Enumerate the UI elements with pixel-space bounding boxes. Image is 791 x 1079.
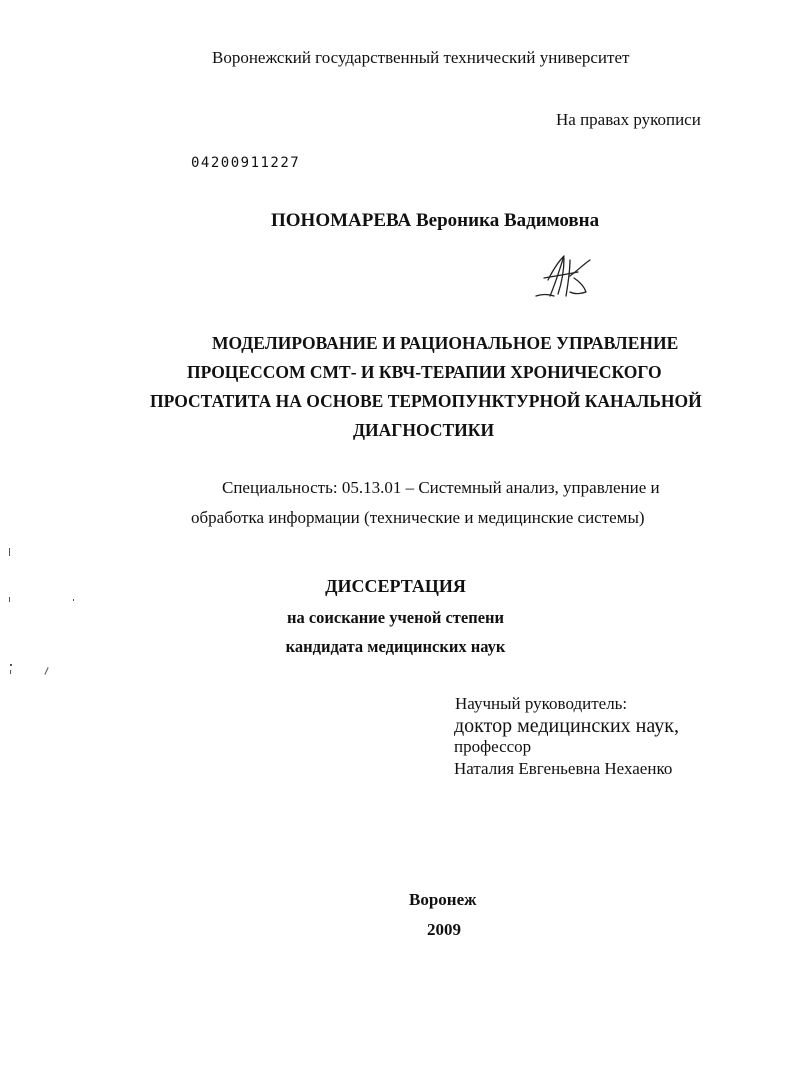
supervisor-label: Научный руководитель: xyxy=(455,694,628,713)
scan-speck xyxy=(9,597,10,602)
supervisor-rank: профессор xyxy=(454,737,532,756)
degree-line-1: на соискание ученой степени xyxy=(286,608,505,627)
title-line-2: ПРОЦЕССОМ СМТ- И КВЧ-ТЕРАПИИ ХРОНИЧЕСКОГО xyxy=(187,362,662,382)
supervisor-degree: доктор медицинских наук, xyxy=(454,715,679,737)
specialty-line-2: обработка информации (технические и медицинские системы) xyxy=(191,508,645,527)
title-line-4: ДИАГНОСТИКИ xyxy=(353,420,495,440)
scan-speck xyxy=(9,548,10,556)
city: Воронеж xyxy=(409,890,477,909)
degree-line-2: кандидата медицинских наук xyxy=(285,637,506,656)
supervisor-name: Наталия Евгеньевна Нехаенко xyxy=(454,759,673,778)
scan-speck xyxy=(73,599,74,601)
scan-speck xyxy=(10,664,12,666)
dissertation-label: ДИССЕРТАЦИЯ xyxy=(325,576,466,596)
author-name: ПОНОМАРЕВА Вероника Вадимовна xyxy=(271,210,600,231)
year: 2009 xyxy=(427,920,461,939)
scan-speck xyxy=(44,667,48,675)
scan-speck xyxy=(10,670,11,674)
specialty-line-1: Специальность: 05.13.01 – Системный анализ, управление и xyxy=(222,478,660,497)
university-name: Воронежский государственный технический университет xyxy=(212,48,630,67)
registry-code: 04200911227 xyxy=(191,155,301,171)
title-line-3: ПРОСТАТИТА НА ОСНОВЕ ТЕРМОПУНКТУРНОЙ КАНАЛЬНОЙ xyxy=(150,391,702,411)
signature-icon xyxy=(534,250,600,306)
manuscript-rights-note: На правах рукописи xyxy=(556,110,701,129)
title-line-1: МОДЕЛИРОВАНИЕ И РАЦИОНАЛЬНОЕ УПРАВЛЕНИЕ xyxy=(212,333,679,353)
